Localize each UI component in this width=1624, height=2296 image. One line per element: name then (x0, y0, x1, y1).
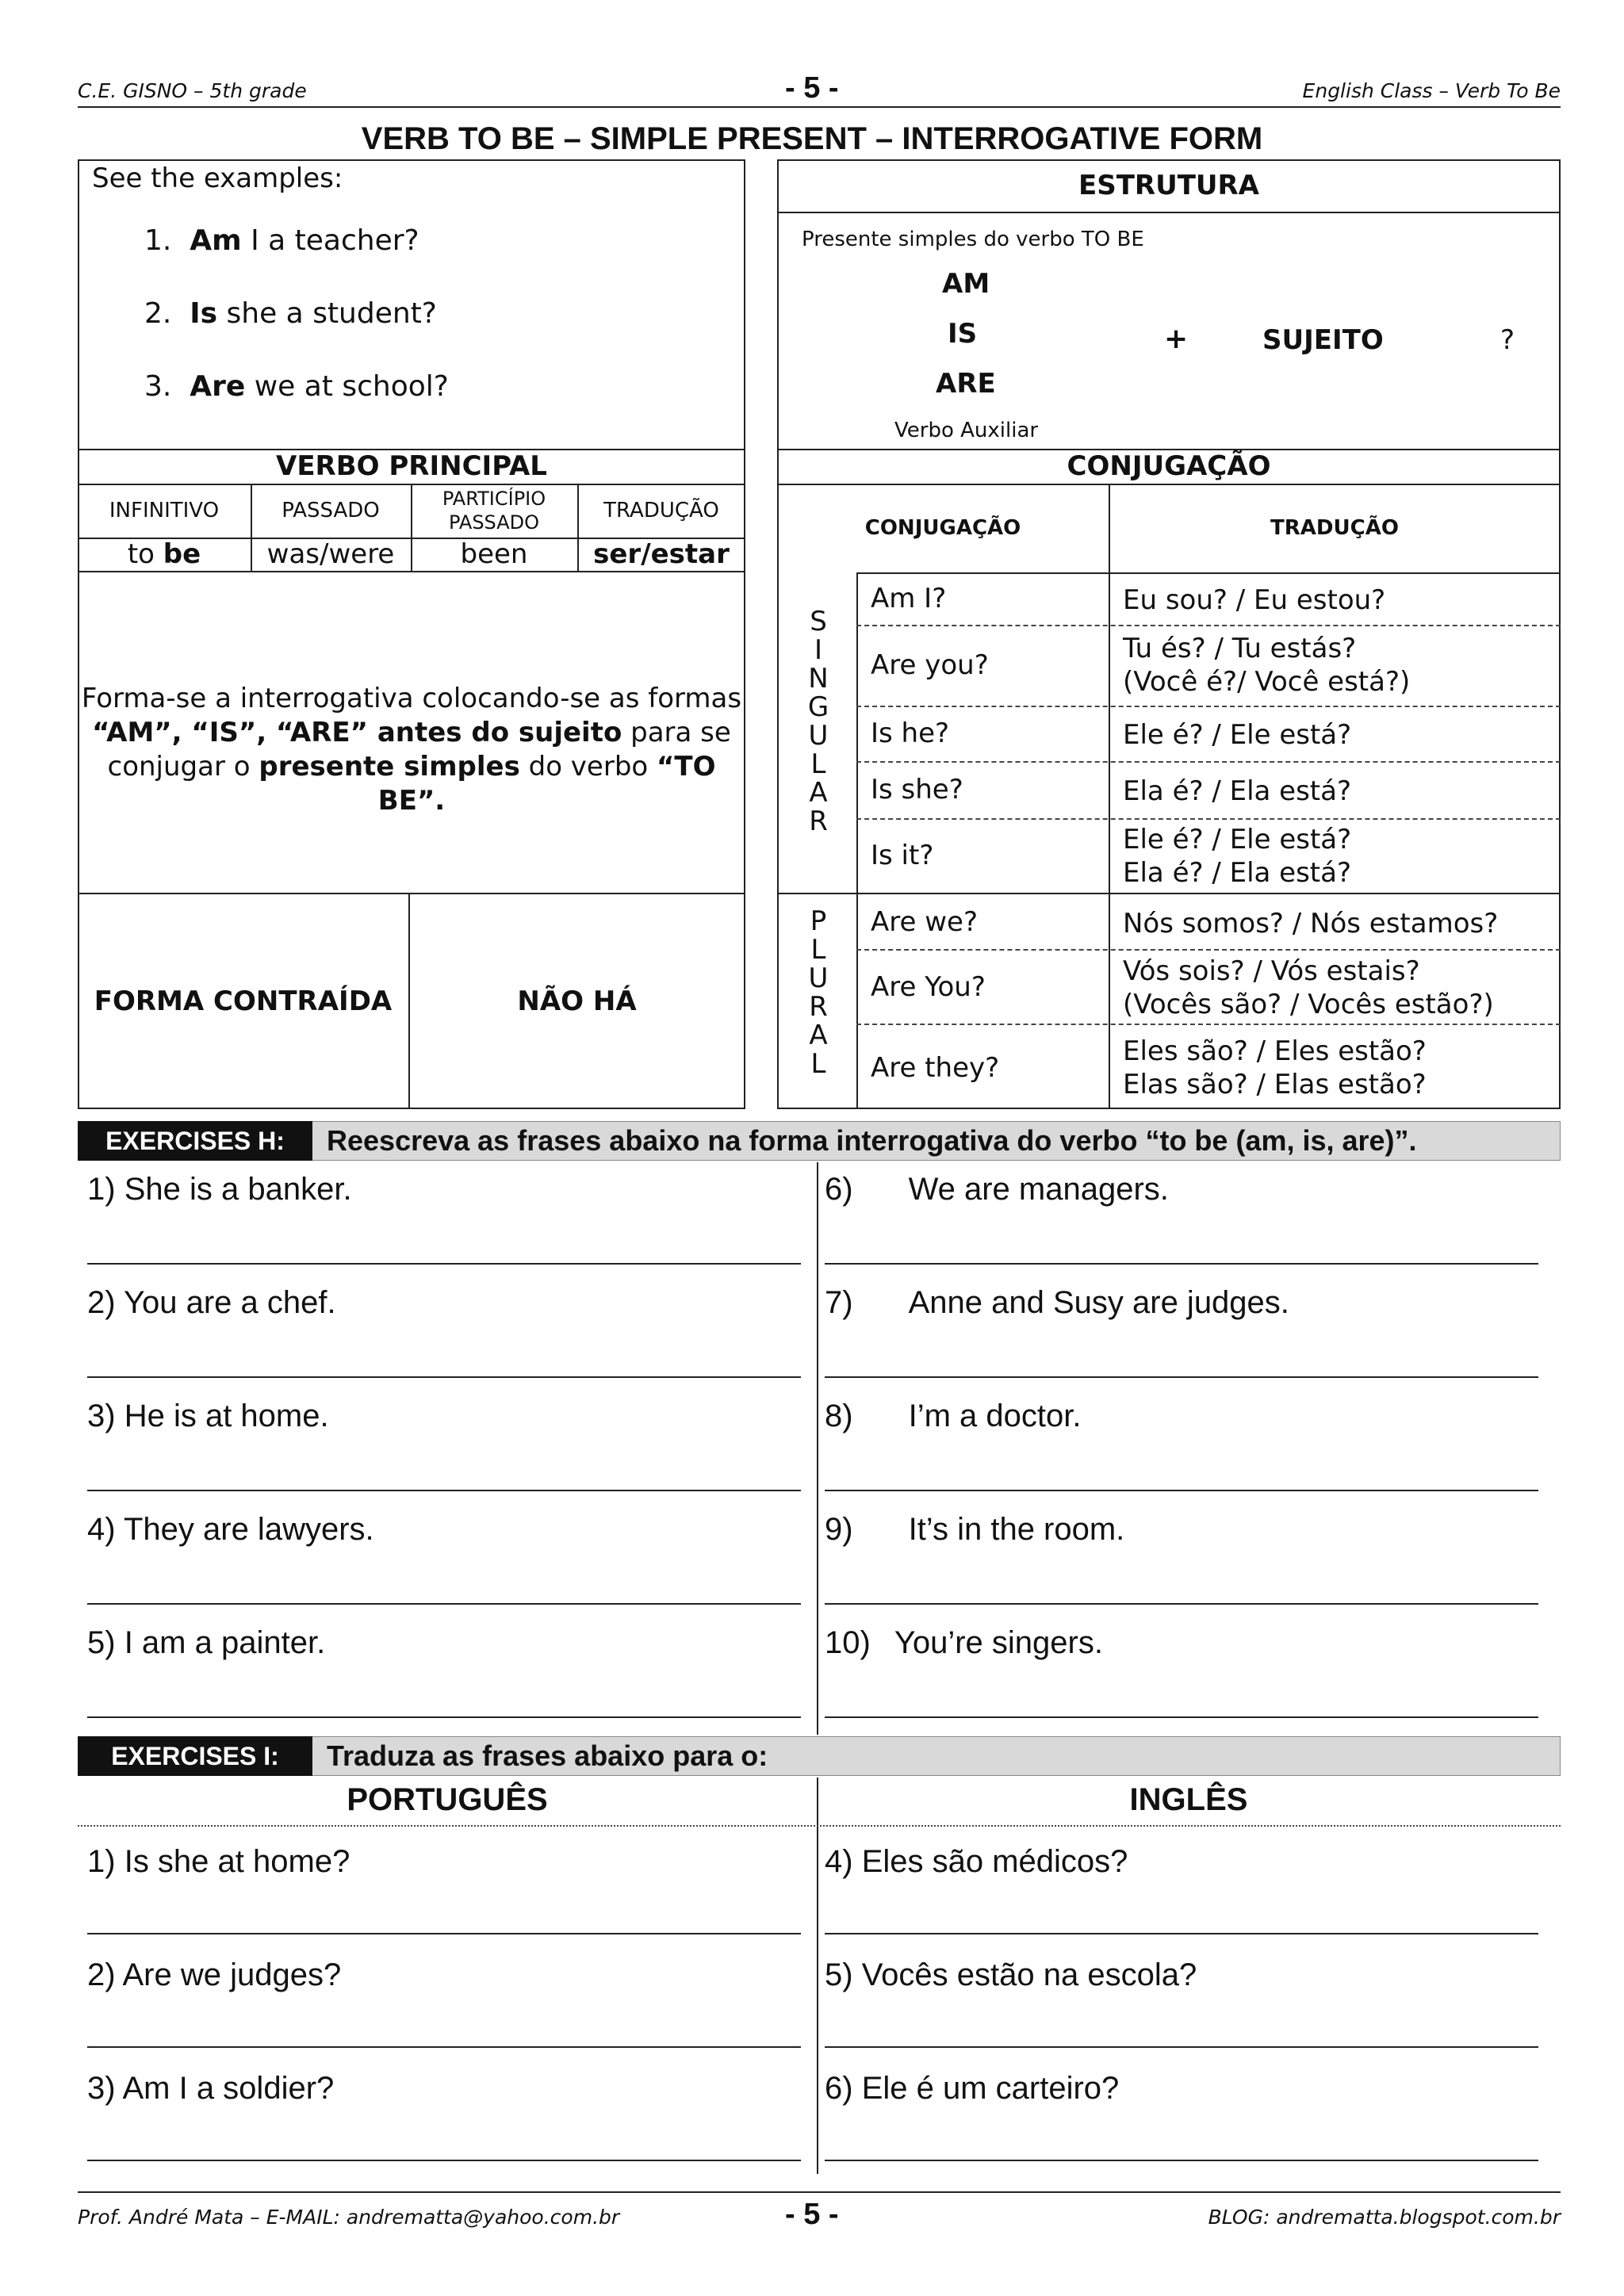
letter: R (809, 806, 828, 837)
exercise-h-9 (825, 1512, 1124, 1548)
exercises-i-tag: EXERCISES I: (78, 1736, 312, 1776)
answer-line[interactable] (87, 1376, 801, 1378)
row-divider (856, 1024, 1561, 1025)
example-rest: she a student? (217, 297, 437, 330)
exercise-num: 2) (87, 1285, 116, 1320)
column-divider (817, 1777, 818, 2174)
explanation-rest: conjugar o (107, 751, 259, 783)
answer-line[interactable] (825, 1716, 1538, 1718)
exercise-text: You’re singers. (894, 1625, 1103, 1660)
examples-intro: See the examples: (92, 163, 343, 194)
conj-pt: Vós sois? / Vós estais? (1123, 955, 1420, 987)
example-verb: Is (190, 297, 218, 330)
column-header-rule (78, 1825, 1561, 1827)
contracted-label: FORMA CONTRAÍDA (94, 985, 393, 1017)
exercise-h-7 (825, 1285, 1289, 1321)
estrutura-heading: ESTRUTURA (1078, 170, 1259, 201)
exercise-i-5 (825, 1957, 1197, 1993)
exercise-h-2 (87, 1285, 336, 1321)
divider (777, 212, 1561, 213)
explanation-bold: “TO BE”. (377, 751, 716, 817)
exercise-h-6 (825, 1172, 1169, 1207)
exercise-i-1 (87, 1844, 350, 1880)
form-am: AM (942, 268, 990, 300)
header-left: C.E. GISNO – 5th grade (78, 79, 307, 102)
contracted-value: NÃO HÁ (517, 985, 637, 1017)
exercises-h-instruction: Reescreva as frases abaixo na forma interrogativa do verbo “to be (am, is, are)”. (327, 1124, 1417, 1157)
answer-line[interactable] (825, 2046, 1538, 2048)
exercise-i-6 (825, 2071, 1119, 2107)
answer-line[interactable] (825, 1263, 1538, 1265)
exercises-i-instruction: Traduza as frases abaixo para o: (327, 1739, 768, 1772)
example-num: 1. (144, 224, 172, 257)
letter: P (810, 905, 827, 937)
conj-pt: Ele é? / Ele está? (1123, 824, 1352, 855)
exercise-text: You are a chef. (123, 1285, 336, 1320)
exercises-h-tag: EXERCISES H: (78, 1121, 312, 1161)
exercise-num: 8) (825, 1399, 853, 1433)
example-item-1 (144, 224, 419, 257)
answer-line[interactable] (87, 2046, 801, 2048)
letter: A (809, 777, 828, 809)
cell-infinitive (78, 538, 251, 571)
header-rule (78, 106, 1561, 108)
plus-sign: + (1164, 323, 1189, 355)
explanation-bold: presente simples (259, 751, 520, 783)
header-right: English Class – Verb To Be (1302, 79, 1561, 102)
letter: R (809, 991, 828, 1023)
subject-label: SUJEITO (1262, 324, 1384, 356)
exercise-text: I’m a doctor. (908, 1399, 1082, 1433)
letter: L (810, 748, 826, 780)
conj-en: Is he? (871, 718, 950, 749)
divider (856, 572, 858, 1109)
estrutura-caption: Presente simples do verbo TO BE (802, 228, 1144, 251)
explanation-line (78, 750, 745, 818)
exercise-h-5 (87, 1625, 325, 1661)
divider (856, 572, 1561, 574)
conj-pt: Ela é? / Ela está? (1123, 857, 1352, 889)
example-num: 2. (144, 297, 172, 330)
footer-rule (78, 2191, 1561, 2193)
exercise-h-8 (825, 1399, 1081, 1434)
exercise-text: They are lawyers. (123, 1512, 374, 1547)
letter: L (810, 1048, 826, 1080)
exercise-num: 4) (87, 1512, 116, 1547)
row-divider (856, 706, 1561, 707)
conj-pt: (Vocês são? / Vocês estão?) (1123, 989, 1494, 1020)
letter: N (808, 663, 829, 695)
col-conjugacao: CONJUGAÇÃO (864, 516, 1021, 540)
explanation-line: Forma-se a interrogativa colocando-se as formas (81, 683, 742, 714)
column-divider (817, 1162, 818, 1735)
explanation-bold: “AM”, “IS”, “ARE” antes do sujeito (92, 717, 622, 748)
exercise-text: Vocês estão na escola? (861, 1957, 1197, 1992)
answer-line[interactable] (87, 1933, 801, 1934)
answer-line[interactable] (87, 1490, 801, 1491)
letter: U (808, 720, 829, 752)
cell-past: was/were (266, 538, 395, 570)
exercise-h-1 (87, 1172, 352, 1207)
exercise-text: It’s in the room. (908, 1512, 1125, 1547)
example-rest: I a teacher? (241, 224, 419, 257)
example-item-3 (144, 370, 449, 403)
letter: U (808, 962, 829, 994)
form-is: IS (948, 318, 978, 350)
example-rest: we at school? (245, 370, 449, 403)
exercise-num: 5) (87, 1625, 116, 1660)
col-portugues: PORTUGUÊS (347, 1782, 548, 1817)
form-are: ARE (936, 368, 996, 400)
answer-line[interactable] (87, 1603, 801, 1605)
exercise-text: Am I a soldier? (122, 2071, 335, 2106)
exercise-text: Eles são médicos? (861, 1844, 1128, 1879)
exercise-num: 1) (87, 1844, 116, 1879)
exercise-num: 1) (87, 1172, 116, 1207)
plural-label (802, 907, 834, 1078)
letter: I (814, 634, 823, 666)
conj-en: Is she? (871, 774, 963, 806)
col-traducao-conj: TRADUÇÃO (1270, 516, 1399, 540)
exercise-text: He is at home. (124, 1399, 329, 1433)
row-divider (856, 625, 1561, 626)
conj-en: Am I? (871, 583, 947, 614)
footer-page-number: - 5 - (785, 2198, 839, 2231)
conj-en: Are you? (871, 649, 989, 681)
col-passado: PASSADO (282, 499, 380, 522)
verbo-principal-heading: VERBO PRINCIPAL (276, 450, 547, 482)
divider (777, 893, 1561, 894)
example-verb: Are (190, 370, 246, 403)
letter: G (807, 691, 829, 723)
conj-pt: Ela é? / Ela está? (1123, 775, 1352, 807)
conj-pt: Eu sou? / Eu estou? (1123, 584, 1386, 616)
exercise-num: 6) (825, 1172, 853, 1207)
row-divider (856, 949, 1561, 951)
row-divider (856, 761, 1561, 763)
exercise-text: We are managers. (908, 1172, 1169, 1207)
footer-right: BLOG: andrematta.blogspot.com.br (1208, 2206, 1561, 2229)
letter: S (810, 606, 827, 637)
answer-line[interactable] (87, 1716, 801, 1718)
exercise-text: Anne and Susy are judges. (908, 1285, 1289, 1320)
col-participio: PARTICÍPIO PASSADO (442, 488, 546, 534)
exercise-num: 10) (825, 1625, 871, 1660)
letter: L (810, 934, 826, 966)
divider (1109, 484, 1110, 1109)
row-divider (856, 818, 1561, 820)
conj-pt: Tu és? / Tu estás? (1123, 633, 1357, 664)
col-traducao: TRADUÇÃO (603, 499, 719, 522)
exercise-num: 2) (87, 1957, 116, 1992)
exercise-text: She is a banker. (124, 1172, 352, 1207)
exercise-text: I am a painter. (124, 1625, 326, 1660)
exercise-h-4 (87, 1512, 374, 1548)
example-num: 3. (144, 370, 172, 403)
cell-translation: ser/estar (593, 538, 730, 570)
singular-label (802, 607, 834, 836)
answer-line[interactable] (825, 2160, 1538, 2161)
conj-en: Are we? (871, 906, 978, 938)
conj-pt: Nós somos? / Nós estamos? (1123, 908, 1499, 939)
exercise-num: 3) (87, 1399, 116, 1433)
exercise-num: 3) (87, 2071, 116, 2106)
divider (78, 571, 745, 572)
col-ingles: INGLÊS (1129, 1782, 1248, 1817)
answer-line[interactable] (825, 1933, 1538, 1934)
answer-line[interactable] (87, 2160, 801, 2161)
exercise-num: 6) (825, 2071, 853, 2106)
answer-line[interactable] (87, 1263, 801, 1265)
conj-pt: Elas são? / Elas estão? (1123, 1069, 1427, 1100)
conj-en: Are You? (871, 971, 986, 1003)
infinitive-prefix: to (127, 538, 163, 570)
exercise-h-10 (825, 1625, 1103, 1661)
exercise-num: 4) (825, 1844, 853, 1879)
cell-participle: been (460, 538, 528, 570)
explanation-rest: para se (622, 717, 731, 748)
explanation-line (78, 716, 745, 750)
exercise-num: 9) (825, 1512, 853, 1547)
header-page-number: - 5 - (785, 71, 839, 105)
col-infinitivo: INFINITIVO (109, 499, 220, 522)
page-title: VERB TO BE – SIMPLE PRESENT – INTERROGATIVE FORM (361, 121, 1263, 156)
exercise-i-3 (87, 2071, 334, 2107)
conj-pt: (Você é?/ Você está?) (1123, 666, 1411, 698)
footer-left: Prof. André Mata – E-MAIL: andrematta@yahoo.com.br (78, 2206, 620, 2229)
answer-line[interactable] (825, 1603, 1538, 1605)
exercise-text: Is she at home? (124, 1844, 350, 1879)
conj-pt: Eles são? / Eles estão? (1123, 1035, 1427, 1067)
infinitive-verb: be (163, 538, 201, 570)
answer-line[interactable] (825, 1490, 1538, 1491)
example-item-2 (144, 297, 437, 330)
exercise-text: Are we judges? (122, 1957, 342, 1992)
explanation-text (78, 682, 745, 818)
aux-label: Verbo Auxiliar (894, 419, 1039, 442)
exercise-i-2 (87, 1957, 341, 1993)
conj-pt: Ele é? / Ele está? (1123, 719, 1352, 751)
conj-en: Is it? (871, 840, 934, 871)
exercise-num: 7) (825, 1285, 853, 1320)
example-verb: Am (190, 224, 242, 257)
exercise-i-4 (825, 1844, 1128, 1880)
letter: A (809, 1020, 828, 1051)
exercise-num: 5) (825, 1957, 853, 1992)
conj-en: Are they? (871, 1052, 1000, 1084)
exercise-text: Ele é um carteiro? (861, 2071, 1120, 2106)
answer-line[interactable] (825, 1376, 1538, 1378)
conjugacao-heading: CONJUGAÇÃO (1067, 450, 1271, 482)
explanation-rest: do verbo (519, 751, 657, 783)
question-mark: ? (1500, 324, 1515, 356)
exercise-h-3 (87, 1399, 329, 1434)
